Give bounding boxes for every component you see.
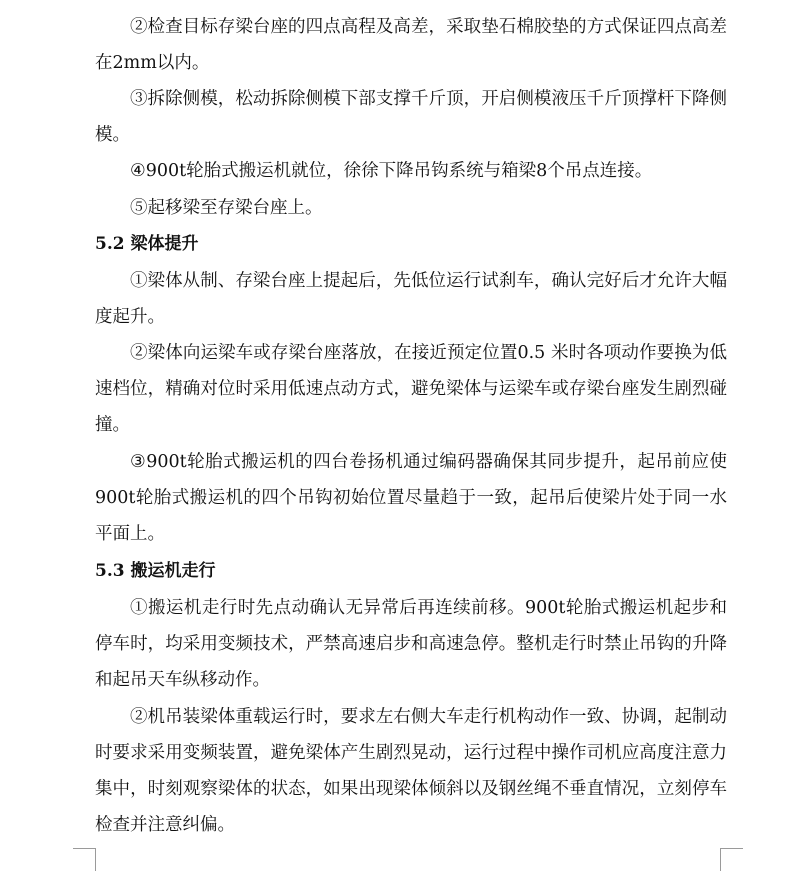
- paragraph-move-to-pedestal: ⑤起移梁至存梁台座上。: [130, 198, 323, 218]
- page-corner-mark-right: [720, 848, 743, 871]
- section-heading-5-2: 5.2 梁体提升: [95, 234, 199, 254]
- paragraph-lift-1: ①梁体从制、存梁台座上提起后，先低位运行试刹车，确认完好后才允许大幅度起升。: [95, 271, 727, 327]
- section-heading-5-3: 5.3 搬运机走行: [95, 561, 216, 581]
- paragraph-lift-3: ③900t轮胎式搬运机的四台卷扬机通过编码器确保其同步提升，起吊前应使900t轮胎式搬运机的四个吊钩初始位置尽量趋于一致，起吊后使梁片处于同一水平面上。: [95, 452, 727, 544]
- paragraph-carrier-positioning: ④900t轮胎式搬运机就位，徐徐下降吊钩系统与箱梁8个吊点连接。: [130, 161, 653, 181]
- page-corner-mark-left: [73, 848, 96, 871]
- paragraph-travel-2: ②机吊装梁体重载运行时，要求左右侧大车走行机构动作一致、协调，起制动时要求采用变频装置，避免梁体产生剧烈晃动，运行过程中操作司机应高度注意力集中，时刻观察梁体的状态，如果出现梁体倾斜以及钢丝绳不垂直情况，立刻停车检查并注意纠偏。: [95, 707, 727, 835]
- paragraph-check-pedestal: ②检查目标存梁台座的四点高程及高差，采取垫石棉胶垫的方式保证四点高差在2mm以内。: [95, 17, 727, 73]
- paragraph-travel-1: ①搬运机走行时先点动确认无异常后再连续前移。900t轮胎式搬运机起步和停车时，均采用变频技术，严禁高速启步和高速急停。整机走行时禁止吊钩的升降和起吊天车纵移动作。: [95, 598, 727, 690]
- paragraph-lift-2: ②梁体向运梁车或存梁台座落放，在接近预定位置0.5 米时各项动作要换为低速档位，精确对位时采用低速点动方式，避免梁体与运梁车或存梁台座发生剧烈碰撞。: [95, 343, 727, 435]
- paragraph-remove-side-form: ③拆除侧模，松动拆除侧模下部支撑千斤顶，开启侧模液压千斤顶撑杆下降侧模。: [95, 89, 727, 145]
